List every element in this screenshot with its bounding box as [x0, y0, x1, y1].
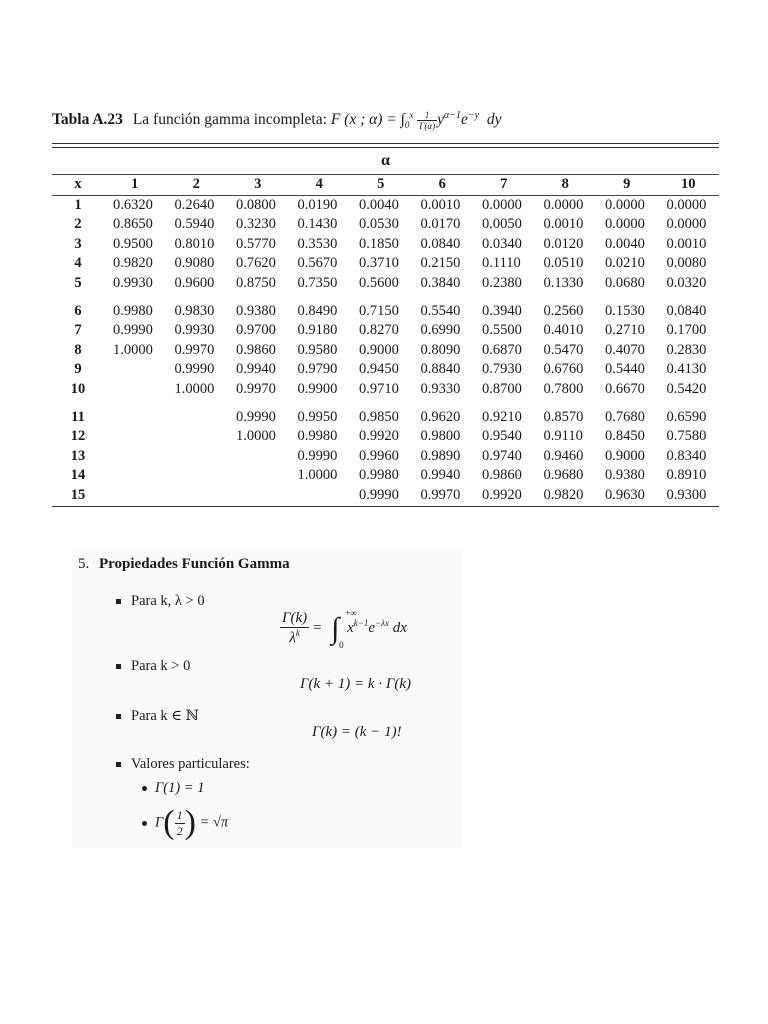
- table-cell: 0.6590: [666, 408, 707, 425]
- table-cell: 0.0050: [482, 216, 522, 233]
- table-cell: 0.9990: [113, 322, 153, 339]
- table-cell: 0.0170: [420, 216, 461, 233]
- formula-base: y: [437, 111, 444, 129]
- eq1-e-sup: −λx: [375, 617, 390, 628]
- table-cell: 0.9620: [420, 408, 461, 425]
- row-x-value: 15: [70, 486, 86, 503]
- table-row: [52, 360, 719, 380]
- section-title-text: Propiedades Función Gamma: [99, 556, 290, 572]
- table-cell: 0.3710: [359, 255, 399, 272]
- sub-bullet-2: [142, 804, 228, 842]
- table-cell: 0.3940: [482, 302, 522, 319]
- row-x-value: 4: [74, 255, 82, 272]
- table-cell: 0.8340: [666, 447, 707, 464]
- table-cell: 0.5940: [174, 216, 215, 233]
- column-header-5: 5: [377, 176, 385, 192]
- table-row: [52, 341, 719, 361]
- formula-e: e: [460, 111, 468, 129]
- table-cell: 0.9940: [420, 467, 461, 484]
- gamma-values-table: [52, 148, 719, 174]
- table-cell: 0.1700: [666, 322, 707, 339]
- table-cell: 0.9850: [359, 408, 399, 425]
- table-cell: 0.9900: [297, 380, 338, 397]
- table-cell: 0.9380: [605, 467, 645, 484]
- table-cell: [104, 486, 166, 506]
- square-bullet-icon: [116, 762, 121, 767]
- row-x-value: 5: [74, 274, 82, 291]
- half-fraction: [175, 808, 185, 839]
- bullet-1: [116, 593, 205, 610]
- table-cell: 0.2560: [543, 302, 584, 319]
- gamma-data-table: [52, 175, 719, 195]
- table-cell: 0.9970: [420, 486, 461, 503]
- table-cell: 0.5420: [666, 380, 707, 397]
- gamma-body-table: [52, 196, 719, 506]
- column-header-4: 4: [315, 176, 323, 192]
- formula-exp2: −y: [467, 110, 480, 121]
- table-cell: 0.0840: [666, 302, 707, 319]
- table-cell: 0.9580: [297, 341, 338, 358]
- row-x-value: 1: [74, 196, 82, 213]
- table-cell: 0.9980: [113, 302, 153, 319]
- table-cell: 0.0010: [543, 216, 584, 233]
- sub-bullet-1: [142, 780, 204, 797]
- table-cell: 0.5540: [420, 302, 461, 319]
- table-cell: 0.8570: [543, 408, 584, 425]
- table-caption: [52, 110, 501, 131]
- row-x-value: 13: [70, 447, 86, 464]
- table-cell: 0.9110: [543, 428, 583, 445]
- row-x-value: 11: [71, 408, 85, 425]
- table-cell: [227, 466, 289, 486]
- table-cell: 0.7580: [666, 428, 707, 445]
- table-bottom-rule: [52, 506, 719, 507]
- alpha-header: α: [381, 152, 390, 169]
- table-cell: 0.8490: [297, 302, 338, 319]
- table-cell: 0.8270: [359, 322, 399, 339]
- eq1-x: x: [347, 619, 354, 636]
- table-row: [52, 302, 719, 322]
- table-header-rule-2: [52, 195, 719, 196]
- table-cell: 0.9860: [236, 341, 276, 358]
- column-header-1: 1: [131, 176, 139, 192]
- table-cell: 0.0210: [605, 255, 645, 272]
- table-cell: 0.9800: [420, 428, 461, 445]
- table-cell: 0.9680: [543, 467, 584, 484]
- eq1-equals: =: [312, 619, 322, 636]
- table-cell: 0.9970: [174, 341, 215, 358]
- equation-1: [280, 607, 407, 650]
- table-cell: 0.9210: [482, 408, 522, 425]
- table-cell: 0.0000: [605, 216, 645, 233]
- table-cell: 0.0530: [359, 216, 399, 233]
- table-cell: 0.9920: [482, 486, 522, 503]
- table-cell: 0.9790: [297, 361, 338, 378]
- table-cell: [166, 486, 228, 506]
- row-x-value: 2: [74, 216, 82, 233]
- table-row: [52, 215, 719, 235]
- table-cell: 0.3230: [236, 216, 276, 233]
- table-cell: 0.9630: [605, 486, 645, 503]
- table-cell: 0.9180: [297, 322, 338, 339]
- table-cell: 0.9890: [420, 447, 461, 464]
- formula-exp1: α−1: [443, 110, 461, 121]
- table-cell: 0.2150: [420, 255, 461, 272]
- bullet-4-text: Valores particulares:: [131, 756, 250, 772]
- square-bullet-icon: [116, 599, 121, 604]
- column-header-8: 8: [561, 176, 569, 192]
- table-cell: 0.0010: [420, 196, 461, 213]
- table-cell: 0.7350: [297, 274, 338, 291]
- table-cell: 0.1430: [297, 216, 338, 233]
- eq1-fraction: [280, 610, 309, 647]
- table-row: [52, 380, 719, 400]
- table-cell: [104, 447, 166, 467]
- table-cell: 0.7930: [482, 361, 522, 378]
- table-cell: 0.8010: [174, 235, 215, 252]
- eq1-dx: dx: [392, 619, 407, 636]
- table-cell: 0.9860: [482, 467, 522, 484]
- table-cell: 0.8650: [113, 216, 153, 233]
- table-cell: 0.7620: [236, 255, 276, 272]
- table-row: [52, 274, 719, 294]
- table-cell: 0.0000: [482, 196, 522, 213]
- table-cell: [104, 466, 166, 486]
- row-x-value: 6: [74, 302, 82, 319]
- row-group-gap: [52, 400, 719, 408]
- eq1-x-sup: k−1: [353, 617, 369, 628]
- table-cell: 0.8090: [420, 341, 461, 358]
- table-cell: 0.9990: [359, 486, 399, 503]
- table-cell: 0.2830: [666, 341, 707, 358]
- table-cell: [227, 447, 289, 467]
- caption-text: La función gamma incompleta:: [132, 111, 327, 129]
- table-cell: 0.5500: [482, 322, 522, 339]
- table-cell: 0.5440: [605, 361, 645, 378]
- integral-icon: ∫ +∞ 0: [331, 607, 357, 650]
- table-cell: 0.9540: [482, 428, 522, 445]
- row-x-value: 9: [74, 361, 82, 378]
- table-cell: 0.9000: [359, 341, 399, 358]
- table-cell: 0.9970: [236, 380, 276, 397]
- table-cell: [104, 360, 166, 380]
- left-paren-icon: (: [163, 804, 175, 841]
- table-cell: 0.0000: [605, 196, 645, 213]
- formula-fraction: [417, 110, 437, 131]
- table-row: [52, 254, 719, 274]
- table-cell: 0.1110: [482, 255, 521, 272]
- table-cell: 0.9450: [359, 361, 399, 378]
- formula-lhs: F (x ; α) = ∫: [330, 111, 405, 129]
- fraction-numerator: 1: [417, 110, 437, 121]
- sub-bullet-2-rhs: = √π: [199, 814, 229, 831]
- table-cell: 0.9000: [605, 447, 645, 464]
- table-cell: 0.8450: [605, 428, 645, 445]
- sub-bullet-1-text: Γ(1) = 1: [155, 780, 205, 796]
- eq1-den-base: λ: [289, 630, 296, 646]
- eq1-e: e: [368, 619, 376, 636]
- table-cell: 0.9980: [359, 467, 399, 484]
- table-cell: 0.9740: [482, 447, 522, 464]
- table-cell: 0.9930: [174, 322, 215, 339]
- table-cell: 0.0080: [666, 255, 707, 272]
- column-header-10: 10: [681, 176, 696, 192]
- table-cell: 0.0680: [605, 274, 645, 291]
- table-cell: 0.0010: [666, 235, 707, 252]
- equation-3: Γ(k) = (k − 1)!: [312, 724, 402, 740]
- row-x-value: 7: [74, 322, 82, 339]
- section-title: [78, 556, 290, 573]
- table-cell: 0.9700: [236, 322, 276, 339]
- table-cell: 1.0000: [113, 341, 153, 358]
- table-cell: 0.1850: [359, 235, 399, 252]
- table-top-rule: [52, 143, 719, 144]
- table-cell: 0.9460: [543, 447, 584, 464]
- row-group-gap: [52, 294, 719, 302]
- table-cell: 0.5470: [543, 341, 584, 358]
- bullet-2-text: Para k > 0: [131, 658, 191, 674]
- sub-bullet-2-gamma: Γ: [155, 814, 164, 831]
- table-cell: 0.8700: [482, 380, 522, 397]
- table-cell: 0.4010: [543, 322, 584, 339]
- table-cell: 0.7800: [543, 380, 584, 397]
- table-cell: 1.0000: [297, 467, 338, 484]
- table-cell: 0.9500: [113, 235, 153, 252]
- table-row: [52, 235, 719, 255]
- row-x-value: 14: [70, 467, 86, 484]
- table-cell: 0.9600: [174, 274, 215, 291]
- table-cell: 0.0120: [543, 235, 584, 252]
- table-cell: 0.9990: [174, 361, 215, 378]
- table-cell: 0.2710: [605, 322, 645, 339]
- table-cell: 0.4070: [605, 341, 645, 358]
- eq1-int-upper: +∞: [345, 607, 357, 618]
- column-header-row: [52, 175, 719, 195]
- table-cell: 0.9940: [236, 361, 276, 378]
- right-paren-icon: ): [184, 804, 196, 841]
- row-x-value: 8: [74, 341, 82, 358]
- table-row: [52, 196, 719, 216]
- column-header-7: 7: [500, 176, 508, 192]
- table-cell: 0.0000: [543, 196, 584, 213]
- table-cell: 0.6320: [113, 196, 153, 213]
- table-cell: 0.9820: [543, 486, 584, 503]
- table-cell: 0.5600: [359, 274, 399, 291]
- eq1-int-lower: 0: [339, 639, 344, 650]
- bullet-3: [116, 708, 199, 725]
- table-row: [52, 427, 719, 447]
- table-row: [52, 321, 719, 341]
- table-cell: 1.0000: [236, 428, 276, 445]
- table-cell: 0.2640: [174, 196, 215, 213]
- formula-upper-limit: x: [409, 110, 414, 120]
- table-cell: 0.0340: [482, 235, 522, 252]
- caption-formula: [330, 110, 502, 132]
- table-cell: 0.0190: [297, 196, 338, 213]
- table-cell: 0.3840: [420, 274, 461, 291]
- table-cell: 0.6990: [420, 322, 461, 339]
- table-cell: 0.9300: [666, 486, 707, 503]
- table-cell: 0.9930: [113, 274, 153, 291]
- table-cell: 0.6870: [482, 341, 522, 358]
- table-cell: 0.9710: [359, 380, 399, 397]
- table-cell: 0.0320: [666, 274, 707, 291]
- section-number: 5.: [78, 556, 90, 572]
- square-bullet-icon: [116, 714, 121, 719]
- table-cell: 0.0000: [666, 216, 707, 233]
- column-header-3: 3: [254, 176, 262, 192]
- table-cell: 0.0800: [236, 196, 276, 213]
- table-cell: 0.9330: [420, 380, 461, 397]
- x-header: x: [74, 176, 82, 192]
- table-cell: 0.2380: [482, 274, 522, 291]
- table-cell: 0.0840: [420, 235, 461, 252]
- table-cell: 0.0040: [359, 196, 399, 213]
- formula-dy: dy: [486, 111, 502, 129]
- dot-bullet-icon: [142, 821, 147, 826]
- bullet-1-text: Para k, λ > 0: [131, 593, 205, 609]
- dot-bullet-icon: [142, 786, 147, 791]
- table-cell: 0.6670: [605, 380, 645, 397]
- row-x-value: 12: [70, 428, 86, 445]
- table-cell: 0.9980: [297, 428, 338, 445]
- formula-lower-limit: 0: [404, 120, 410, 131]
- table-row: [52, 466, 719, 486]
- table-cell: [104, 380, 166, 400]
- table-row: [52, 447, 719, 467]
- column-header-6: 6: [438, 176, 446, 192]
- equation-2: Γ(k + 1) = k · Γ(k): [300, 676, 412, 692]
- table-cell: 0.9380: [236, 302, 276, 319]
- eq1-denominator: [280, 628, 309, 647]
- table-cell: [104, 408, 166, 428]
- table-cell: 0.0510: [543, 255, 584, 272]
- table-cell: 0.1330: [543, 274, 584, 291]
- table-cell: [227, 486, 289, 506]
- table-cell: 0.8840: [420, 361, 461, 378]
- column-header-9: 9: [623, 176, 631, 192]
- eq1-numerator: Γ(k): [282, 610, 308, 626]
- table-cell: 0.3530: [297, 235, 338, 252]
- bullet-2: [116, 658, 190, 675]
- table-cell: 0.9920: [359, 428, 399, 445]
- table-cell: 1.0000: [174, 380, 215, 397]
- table-cell: 0.0040: [605, 235, 645, 252]
- caption-label: Tabla A.23: [52, 111, 123, 129]
- bullet-4: [116, 756, 250, 773]
- table-cell: 0.6760: [543, 361, 584, 378]
- table-cell: 0.4130: [666, 361, 707, 378]
- table-cell: 0.9080: [174, 255, 215, 272]
- table-cell: [166, 466, 228, 486]
- table-row: [52, 408, 719, 428]
- table-cell: 0.5670: [297, 255, 338, 272]
- table-cell: 0.0000: [666, 196, 707, 213]
- properties-section: [72, 548, 462, 848]
- gamma-table: [52, 143, 719, 507]
- table-cell: 0.9950: [297, 408, 338, 425]
- table-cell: [166, 408, 228, 428]
- table-cell: 0.7680: [605, 408, 645, 425]
- half-numerator: 1: [176, 807, 183, 822]
- table-cell: 0.9830: [174, 302, 215, 319]
- table-cell: 0.9960: [359, 447, 399, 464]
- table-cell: 0.7150: [359, 302, 399, 319]
- square-bullet-icon: [116, 664, 121, 669]
- fraction-denominator: Γ(α): [419, 121, 436, 132]
- half-denominator: 2: [176, 823, 183, 838]
- column-header-2: 2: [192, 176, 200, 192]
- table-cell: 0.9990: [236, 408, 276, 425]
- table-cell: 0.9990: [297, 447, 338, 464]
- table-cell: 0.9820: [113, 255, 153, 272]
- alpha-header-row: [52, 148, 719, 174]
- table-cell: 0.8750: [236, 274, 276, 291]
- table-cell: [289, 486, 351, 506]
- table-row: [52, 486, 719, 506]
- eq1-den-sup: k: [295, 628, 300, 638]
- table-cell: [166, 447, 228, 467]
- table-cell: 0.8910: [666, 467, 707, 484]
- table-cell: [166, 427, 228, 447]
- row-x-value: 3: [74, 235, 82, 252]
- table-cell: [104, 427, 166, 447]
- table-cell: 0.1530: [605, 302, 645, 319]
- bullet-3-text: Para k ∈ ℕ: [131, 708, 199, 724]
- table-cell: 0.5770: [236, 235, 276, 252]
- row-x-value: 10: [70, 380, 86, 397]
